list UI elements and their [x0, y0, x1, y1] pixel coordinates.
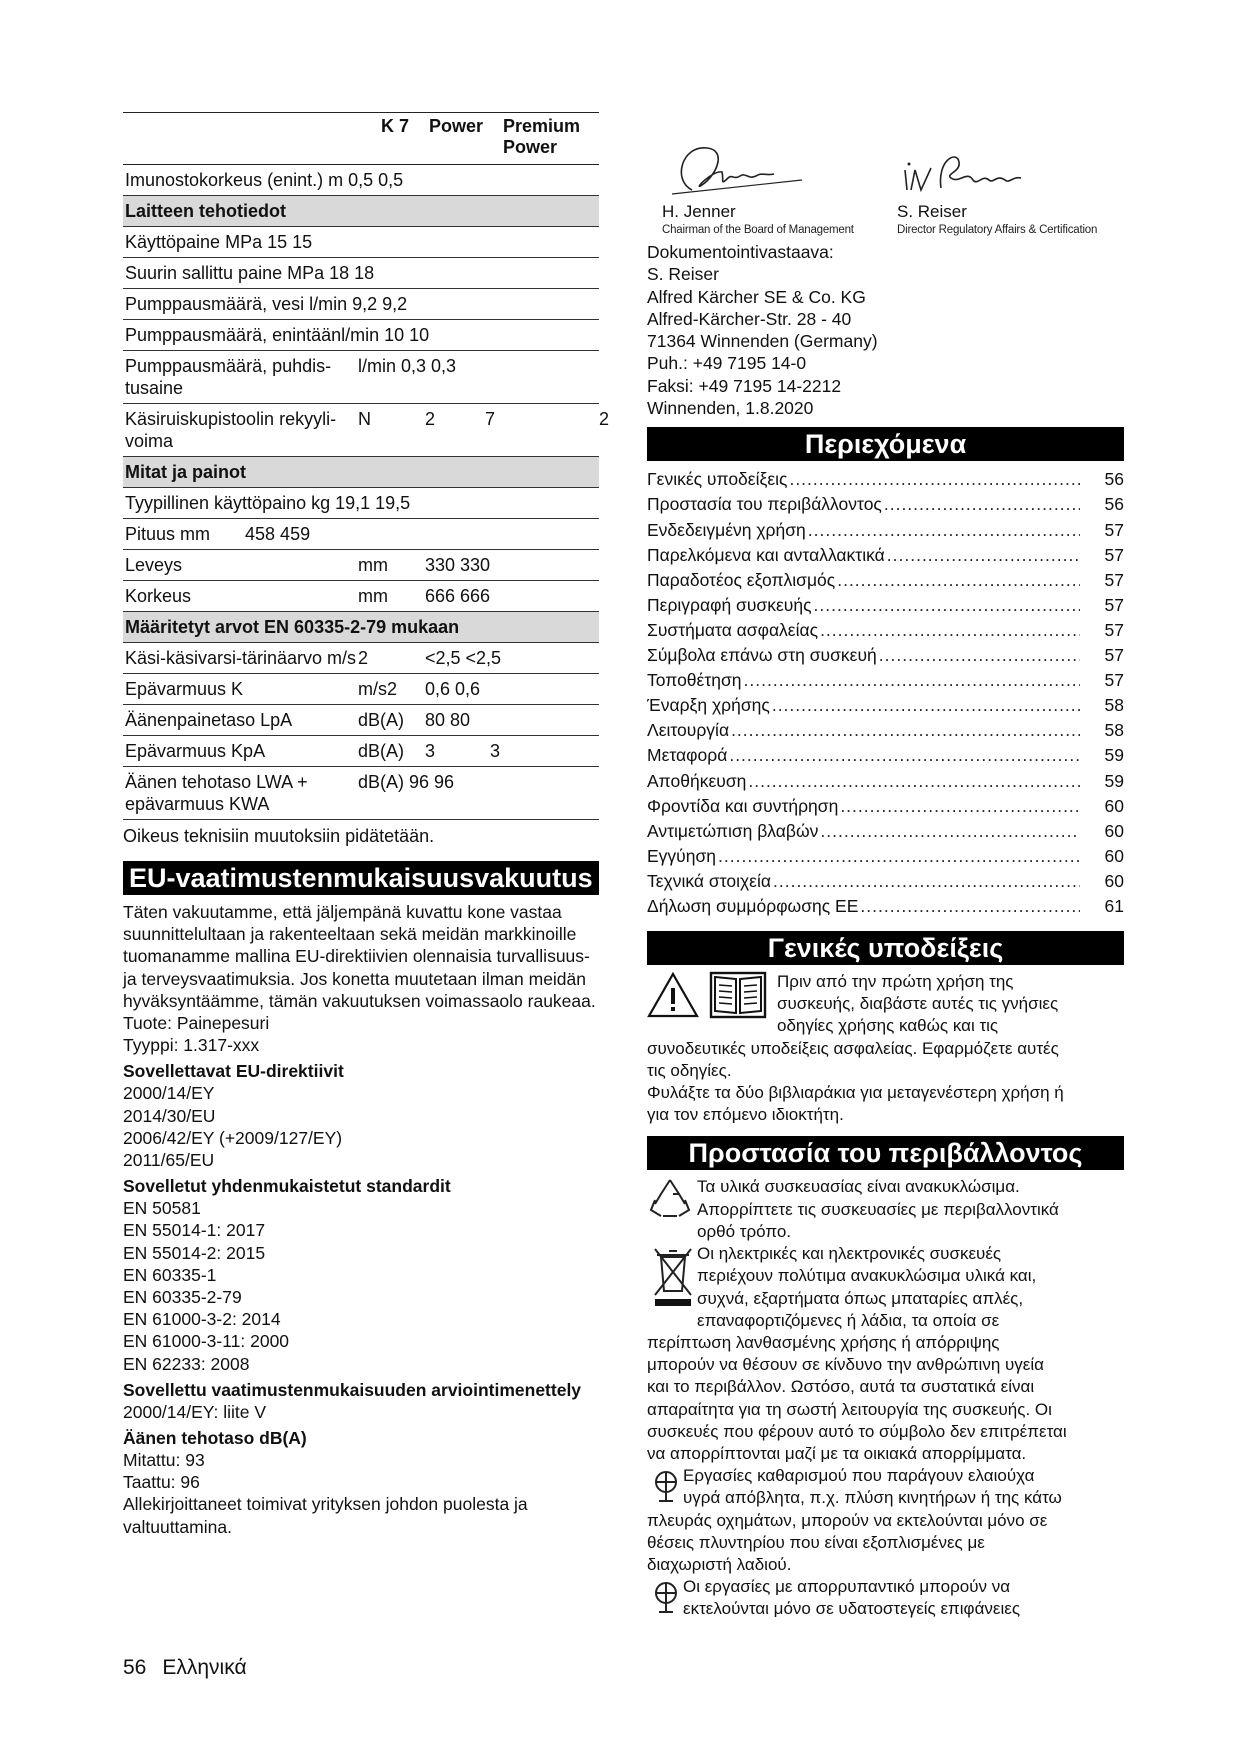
contact-line: Faksi: +49 7195 14-2212	[647, 375, 842, 396]
directive-item: 2011/65/EU	[123, 1150, 215, 1171]
spec-row: Imunostokorkeus (enint.) m 0,5 0,5	[123, 165, 599, 196]
text-line: για τον επόμενο ιδιοκτήτη.	[647, 1105, 844, 1125]
toc-item[interactable]	[647, 869, 1124, 894]
spec-unit: dB(A)	[358, 741, 405, 761]
toc-leader	[820, 618, 1080, 643]
general-text-2	[647, 1082, 1124, 1126]
toc-item[interactable]	[647, 894, 1124, 919]
toc-item[interactable]	[647, 693, 1124, 718]
standard-item: EN 50581	[123, 1198, 201, 1219]
toc-leader	[860, 894, 1080, 919]
spec-label: Epävarmuus K	[125, 679, 244, 699]
toc-label: Φροντίδα και συντήρηση	[647, 795, 839, 816]
text-line: πλευράς οχημάτων, μπορούν να εκτελούνται μόνο σε	[647, 1510, 1048, 1530]
general-text	[647, 1038, 1124, 1082]
eu-type: Tyyppi: 1.317-xxx	[123, 1035, 260, 1056]
spec-label: Epävarmuus KpA	[125, 741, 266, 761]
text-line: Πριν από την πρώτη χρήση της	[777, 972, 1014, 992]
spec-row: Suurin sallittu paine MPa 18 18	[123, 258, 599, 289]
oil-text-indented	[647, 1465, 1124, 1509]
toc-page: 57	[1104, 519, 1124, 540]
manual-book-icon	[709, 971, 767, 1024]
warning-icon	[647, 971, 699, 1024]
spec-table-header	[123, 113, 599, 165]
directive-item: 2006/42/EY (+2009/127/EY)	[123, 1127, 343, 1148]
sound-measured: Mitattu: 93	[123, 1450, 205, 1471]
toc-label: Γενικές υποδείξεις	[647, 469, 788, 490]
spec-row	[123, 705, 599, 736]
text-line: Τα υλικά συσκευασίας είναι ανακυκλώσιμα.	[697, 1177, 1020, 1197]
standards-heading: Sovelletut yhdenmukaistetut standardit	[123, 1176, 451, 1197]
standard-item: EN 62233: 2008	[123, 1353, 250, 1374]
spec-value: 7	[485, 409, 496, 429]
spec-value: l/min 0,3 0,3	[358, 356, 457, 376]
text-line: Απορρίπτετε τις συσκευασίες με περιβαλλοντικά	[697, 1199, 1059, 1219]
spec-row	[123, 674, 599, 705]
toc-page: 61	[1104, 895, 1124, 916]
spec-value: 3 3	[425, 741, 501, 761]
toc-title: Περιεχόμενα	[647, 427, 1124, 461]
toc-item[interactable]	[647, 467, 1124, 492]
toc-item[interactable]	[647, 844, 1124, 869]
toc-list	[647, 467, 1124, 919]
weee-text-indented	[647, 1243, 1124, 1332]
header-k7: K 7	[380, 116, 409, 136]
spec-label: Korkeus	[125, 586, 192, 606]
toc-item[interactable]	[647, 769, 1124, 794]
toc-leader	[837, 568, 1080, 593]
text-line: περίπτωση λανθασμένης χρήσης ή απόρριψης	[647, 1332, 1000, 1352]
spec-row	[123, 643, 599, 674]
spec-unit: dB(A)	[358, 710, 405, 730]
standard-item: EN 61000-3-11: 2000	[123, 1331, 290, 1352]
text-line: Φυλάξτε τα δύο βιβλιαράκια για μεταγενέστερη χρήση ή	[647, 1083, 1064, 1103]
spec-label: Leveys	[125, 555, 183, 575]
toc-label: Τοποθέτηση	[647, 670, 742, 691]
spec-row	[123, 550, 599, 581]
standard-item: EN 60335-1	[123, 1264, 217, 1285]
right-column	[647, 140, 1124, 1621]
toc-leader	[840, 794, 1080, 819]
text-line: μπορούν να θέσουν σε κίνδυνο την ανθρώπινη υγεία	[647, 1355, 1044, 1375]
spec-row: Pituus mm 458 459	[123, 519, 599, 550]
recycle-icon	[649, 1176, 691, 1225]
toc-item[interactable]	[647, 492, 1124, 517]
toc-leader	[748, 769, 1080, 794]
directive-item: 2000/14/EY	[123, 1083, 215, 1104]
spec-unit: m/s2	[358, 679, 398, 699]
environment-title: Προστασία του περιβάλλοντος	[647, 1136, 1124, 1170]
text-line: επαναφορτιζόμενες ή λάδια, τα οποία σε	[697, 1310, 1000, 1330]
directive-item: 2014/30/EU	[123, 1105, 216, 1126]
reiser-signature-icon	[897, 140, 1047, 202]
toc-leader	[808, 518, 1080, 543]
spec-value: 80 80	[425, 710, 471, 730]
toc-leader	[814, 593, 1080, 618]
spec-row	[123, 581, 599, 612]
spec-row: Käyttöpaine MPa 15 15	[123, 227, 599, 258]
toc-page: 57	[1104, 569, 1124, 590]
jenner-signature-icon	[662, 140, 812, 202]
toc-item[interactable]	[647, 718, 1124, 743]
signature-name: S. Reiser	[897, 202, 967, 221]
recycle-text	[647, 1176, 1124, 1243]
signature-title: Chairman of the Board of Management	[662, 224, 854, 236]
toc-leader	[772, 693, 1080, 718]
contact-line: Puh.: +49 7195 14-0	[647, 353, 807, 374]
toc-page: 59	[1104, 770, 1124, 791]
toc-item[interactable]	[647, 518, 1124, 543]
toc-page: 56	[1104, 469, 1124, 490]
toc-label: Ενδεδειγμένη χρήση	[647, 519, 806, 540]
eu-closing: Allekirjoittaneet toimivat yrityksen johdon puolesta ja valtuuttamina.	[123, 1494, 528, 1537]
toc-page: 58	[1104, 695, 1124, 716]
spec-row	[123, 767, 599, 820]
text-line: περιέχουν πολύτιμα ανακυκλώσιμα υλικά και,	[697, 1266, 1037, 1286]
signature-jenner	[662, 140, 854, 238]
general-notice	[647, 971, 1124, 1038]
toc-item[interactable]	[647, 618, 1124, 643]
page-number: 56	[123, 1656, 147, 1679]
spec-section-row: Määritetyt arvot EN 60335-2-79 mukaan	[123, 612, 599, 643]
text-line: ορθό τρόπο.	[697, 1221, 792, 1241]
contact-line: Alfred Kärcher SE & Co. KG	[647, 286, 866, 307]
spec-value: 0,6 0,6	[425, 679, 481, 699]
spec-row	[123, 404, 610, 457]
text-line: απαραίτητα για τη σωστή λειτουργία της συσκευής. Οι	[647, 1399, 1052, 1419]
toc-item[interactable]	[647, 593, 1124, 618]
toc-item[interactable]	[647, 643, 1124, 668]
spec-unit: mm	[358, 586, 388, 606]
toc-label: Αποθήκευση	[647, 770, 747, 791]
oil-water-icon	[651, 1469, 681, 1508]
assessment-value: 2000/14/EY: liite V	[123, 1401, 267, 1422]
toc-page: 60	[1104, 845, 1124, 866]
spec-unit: mm	[358, 555, 388, 575]
crossed-bin-icon	[651, 1245, 695, 1314]
spec-row: Pumppausmäärä, enintäänl/min 10 10	[123, 320, 599, 351]
header-premium-power: Premium Power	[503, 116, 581, 157]
spec-value: 2	[599, 409, 610, 429]
spec-value: <2,5 <2,5	[425, 648, 502, 668]
weee-text	[647, 1332, 1124, 1465]
toc-label: Μεταφορά	[647, 745, 728, 766]
directives-list	[123, 1082, 599, 1171]
text-line: οδηγίες χρήσης καθώς και τις	[777, 1016, 999, 1036]
spec-value: 666 666	[425, 586, 491, 606]
toc-leader	[887, 543, 1080, 568]
standard-item: EN 55014-1: 2017	[123, 1220, 266, 1241]
spec-table	[123, 112, 610, 820]
text-line: θέσεις πλυντηρίου που είναι εξοπλισμένες με	[647, 1532, 985, 1552]
toc-leader	[731, 718, 1080, 743]
standard-item: EN 60335-2-79	[123, 1287, 242, 1308]
text-line: διαχωριστή λαδιού.	[647, 1554, 792, 1574]
toc-item[interactable]	[647, 568, 1124, 593]
signatures	[647, 140, 1124, 236]
spec-unit: 2	[358, 648, 369, 668]
toc-leader	[718, 844, 1080, 869]
sound-guaranteed: Taattu: 96	[123, 1472, 200, 1493]
oil-text	[647, 1510, 1124, 1577]
spec-note: Oikeus teknisiin muutoksiin pidätetään.	[123, 826, 435, 846]
toc-item[interactable]	[647, 668, 1124, 693]
spec-section-row: Laitteen tehotiedot	[123, 196, 599, 227]
text-line: συσκευές που φέρουν αυτό το σύμβολο δεν επιτρέπεται	[647, 1421, 1067, 1441]
contact-line: Dokumentointivastaava:	[647, 242, 834, 262]
text-line: και το περιβάλλον. Ωστόσο, αυτά τα συστατικά είναι	[647, 1377, 1035, 1397]
toc-item[interactable]	[647, 794, 1124, 819]
signature-title: Director Regulatory Affairs & Certification	[897, 224, 1098, 236]
spec-unit: N	[358, 409, 371, 429]
toc-leader	[879, 643, 1080, 668]
directives-heading: Sovellettavat EU-direktiivit	[123, 1061, 344, 1082]
toc-label: Αντιμετώπιση βλαβών	[647, 820, 819, 841]
text-line: συχνά, εξαρτήματα όπως μπαταρίες απλές,	[697, 1288, 1024, 1308]
toc-label: Παραδοτέος εξοπλισμός	[647, 569, 836, 590]
signature-reiser	[897, 140, 1097, 238]
toc-label: Έναρξη χρήσης	[647, 695, 770, 716]
toc-item[interactable]	[647, 819, 1124, 844]
spec-label: Äänenpainetaso LpA	[125, 710, 293, 730]
standard-item: EN 61000-3-2: 2014	[123, 1309, 281, 1330]
spec-label: Käsiruiskupistoolin rekyyli-voima	[125, 409, 337, 451]
assessment-heading: Sovellettu vaatimustenmukaisuuden arviointimenettely	[123, 1379, 582, 1400]
toc-page: 56	[1104, 494, 1124, 515]
contact-block	[647, 241, 1124, 419]
cleaner-notice	[647, 1576, 1124, 1620]
spec-row: Pumppausmäärä, vesi l/min 9,2 9,2	[123, 289, 599, 320]
toc-label: Περιγραφή συσκευής	[647, 594, 812, 615]
spec-label: Käsi-käsivarsi-tärinäarvo m/s	[125, 648, 357, 668]
toc-leader	[729, 743, 1080, 768]
toc-label: Σύμβολα επάνω στη συσκευή	[647, 645, 877, 666]
toc-label: Δήλωση συμμόρφωσης ΕΕ	[647, 895, 859, 916]
oil-notice	[647, 1465, 1124, 1509]
text-line: Εργασίες καθαρισμού που παράγουν ελαιούχα	[683, 1466, 1035, 1486]
cleaner-text	[647, 1576, 1124, 1620]
spec-row	[123, 736, 599, 767]
toc-label: Λειτουργία	[647, 720, 730, 741]
toc-page: 60	[1104, 795, 1124, 816]
sound-heading: Äänen tehotaso dB(A)	[123, 1428, 307, 1449]
toc-page: 59	[1104, 745, 1124, 766]
spec-row	[123, 351, 599, 404]
weee-notice	[647, 1243, 1124, 1332]
toc-page: 57	[1104, 619, 1124, 640]
spec-row: Tyypillinen käyttöpaino kg 19,1 19,5	[123, 488, 599, 519]
text-line: υγρά απόβλητα, π.χ. πλύση κινητήρων ή της κάτω	[683, 1488, 1062, 1508]
toc-label: Τεχνικά στοιχεία	[647, 870, 771, 891]
water-protection-icon	[651, 1580, 681, 1619]
standard-item: EN 55014-2: 2015	[123, 1242, 266, 1263]
eu-product: Tuote: Painepesuri	[123, 1013, 270, 1034]
eu-declaration-title: EU-vaatimustenmukaisuusvakuutus	[123, 861, 599, 895]
toc-label: Εγγύηση	[647, 845, 717, 866]
spec-label: Äänen tehotaso LWA + epävarmuus KWA	[125, 772, 308, 814]
spec-value: dB(A) 96 96	[358, 772, 455, 792]
standards-list	[123, 1197, 599, 1375]
toc-page: 57	[1104, 594, 1124, 615]
toc-leader	[884, 492, 1080, 517]
contact-line: 71364 Winnenden (Germany)	[647, 331, 878, 352]
left-column	[123, 112, 610, 1538]
contact-line: Alfred-Kärcher-Str. 28 - 40	[647, 308, 852, 329]
spec-table-body	[123, 165, 610, 820]
toc-page: 57	[1104, 544, 1124, 565]
spec-value: 2	[425, 409, 436, 429]
toc-page: 57	[1104, 645, 1124, 666]
toc-page: 60	[1104, 820, 1124, 841]
text-line: τις οδηγίες.	[647, 1060, 732, 1080]
text-line: εκτελούνται μόνο σε υδατοστεγείς επιφάνειες	[683, 1599, 1021, 1619]
eu-intro: Täten vakuutamme, että jäljempänä kuvattu kone vastaa suunnittelultaan ja rakenteeltaan sekä meidän markkinoille tuomanamme mallina EU-direktiivien olennaisia turvallisuus- ja terveysvaatimuksia. Jos konetta muutetaan ilman meidän hyväksyntäämme, tämän vakuutuksen voimassaolo raukeaa.	[123, 902, 596, 1011]
toc-page: 58	[1104, 720, 1124, 741]
page-footer	[123, 1656, 263, 1680]
toc-leader	[744, 668, 1080, 693]
general-title: Γενικές υποδείξεις	[647, 931, 1124, 965]
text-line: Οι εργασίες με απορρυπαντικό μπορούν να	[683, 1577, 1011, 1597]
contact-line: S. Reiser	[647, 264, 719, 285]
text-line: συσκευής, διαβάστε αυτές τις γνήσιες	[777, 994, 1059, 1014]
toc-leader	[820, 819, 1080, 844]
toc-label: Συστήματα ασφαλείας	[647, 619, 819, 640]
text-line: συνοδευτικές υποδείξεις ασφαλείας. Εφαρμόζετε αυτές	[647, 1038, 1059, 1058]
toc-leader	[789, 467, 1080, 492]
toc-label: Προστασία του περιβάλλοντος	[647, 494, 882, 515]
header-power: Power	[428, 116, 483, 136]
spec-section-row: Mitat ja painot	[123, 457, 599, 488]
spec-label: Pumppausmäärä, puhdis-tusaine	[125, 356, 332, 398]
text-line: να απορρίπτονται μαζί με τα οικιακά απορρίμματα.	[647, 1443, 1027, 1463]
toc-label: Παρελκόμενα και ανταλλακτικά	[647, 544, 885, 565]
text-line: Οι ηλεκτρικές και ηλεκτρονικές συσκευές	[697, 1244, 1002, 1264]
toc-page: 57	[1104, 670, 1124, 691]
footer-language: Ελληνικά	[162, 1656, 247, 1679]
recycle-notice	[647, 1176, 1124, 1243]
toc-page: 60	[1104, 870, 1124, 891]
toc-item[interactable]	[647, 743, 1124, 768]
toc-item[interactable]	[647, 543, 1124, 568]
spec-value: 330 330	[425, 555, 491, 575]
signature-name: H. Jenner	[662, 202, 736, 221]
contact-line: Winnenden, 1.8.2020	[647, 398, 814, 419]
toc-leader	[773, 869, 1080, 894]
